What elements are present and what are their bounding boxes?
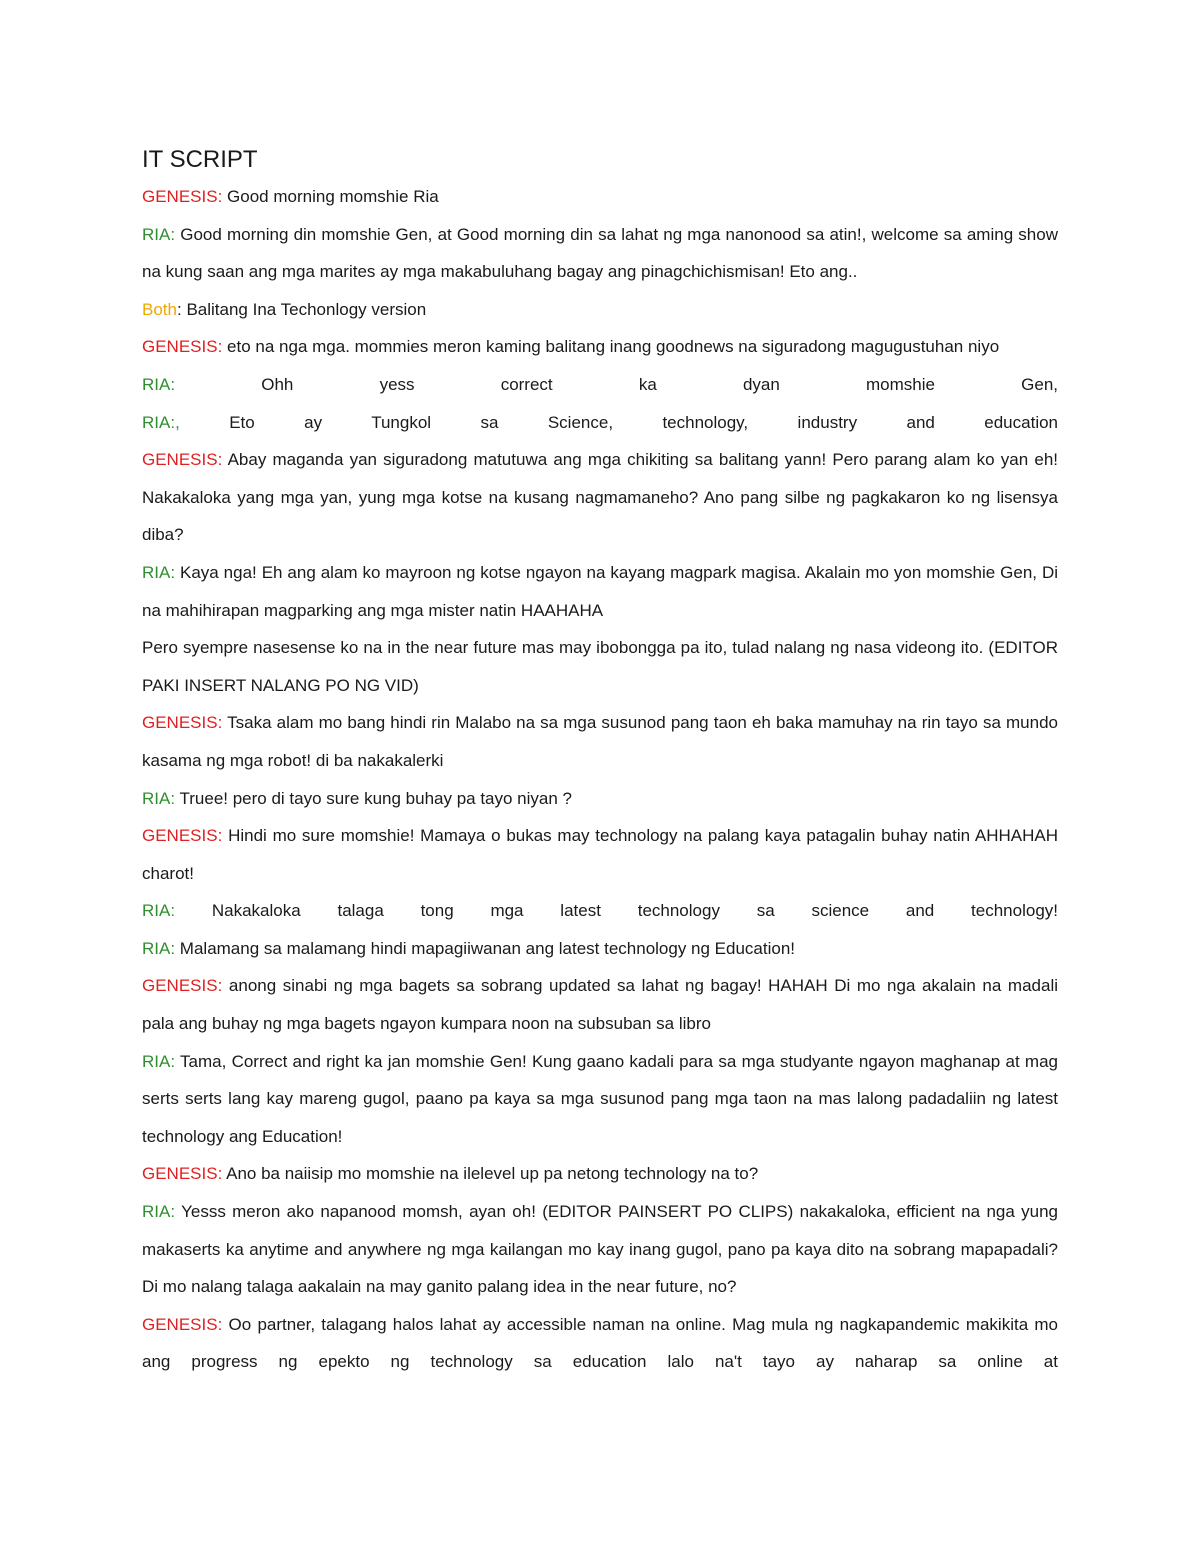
script-line [142, 178, 1058, 216]
line-text: Hindi mo sure momshie! Mamaya o bukas may technology na palang kaya patagalin buhay natin AHHAHAH charot! [142, 826, 1058, 883]
speaker-colon: : [217, 826, 223, 846]
speaker-label: GENESIS [142, 1314, 218, 1334]
line-text: Abay maganda yan siguradong matutuwa ang mga chikiting sa balitang yann! Pero parang alam ko yan eh! Nakakaloka yang mga yan, yung mga kotse na kusang nagmamaneho? Ano pang silbe ng pagkakaron ko ng lisensya diba? [142, 450, 1058, 545]
script-line [142, 930, 1058, 968]
line-text: anong sinabi ng mga bagets sa sobrang updated sa lahat ng bagay! HAHAH Di mo nga akalain na madali pala ang buhay ng mga bagets ngayon kumpara noon na subsuban sa libro [142, 976, 1058, 1034]
speaker-colon: : [176, 299, 182, 319]
speaker-label: GENESIS [142, 337, 218, 357]
line-text: Ohh yess correct ka dyan momshie Gen, [175, 374, 1058, 394]
script-line [142, 704, 1058, 779]
speaker-colon: : [217, 450, 223, 470]
script-body [142, 146, 1058, 1381]
line-text: Malamang sa malamang hindi mapagiiwanan ang latest technology ng Education! [175, 938, 796, 958]
line-text: Truee! pero di tayo sure kung buhay pa tayo niyan ? [175, 788, 573, 808]
speaker-label: GENESIS [142, 713, 218, 733]
line-text: Kaya nga! Eh ang alam ko mayroon ng kotse ngayon na kayang magpark magisa. Akalain mo yon momshie Gen, Di na mahihirapan magparking ang mga mister natin HAAHAHA [142, 562, 1058, 620]
line-text: Balitang Ina Techonlogy version [181, 299, 427, 319]
speaker-colon: : [170, 788, 176, 808]
line-text: eto na nga mga. mommies meron kaming balitang inang goodnews na siguradong magugustuhan niyo [222, 337, 1000, 357]
speaker-label: GENESIS [142, 976, 218, 996]
speaker-colon: : [217, 337, 223, 357]
line-text: Ano ba naiisip mo momshie na ilelevel up pa netong technology na to? [222, 1164, 759, 1184]
speaker-label: RIA [142, 938, 171, 958]
script-line [142, 1306, 1058, 1381]
line-text: Oo partner, talagang halos lahat ay accessible naman na online. Mag mula ng nagkapandemic makikita mo ang progress ng epekto ng technology sa education lalo na't tayo ay naharap sa online at [142, 1314, 1058, 1372]
document-title: IT SCRIPT [142, 146, 258, 173]
speaker-colon: :, [170, 412, 180, 432]
speaker-colon: : [217, 976, 223, 996]
line-text: Tama, Correct and right ka jan momshie Gen! Kung gaano kadali para sa mga studyante ngayon maghanap at mag serts serts lang kay mareng gugol, paano pa kaya sa mga susunod pang mga taon na mas lalong padadaliin ng latest technology ang Education! [142, 1051, 1058, 1146]
line-text: Tsaka alam mo bang hindi rin Malabo na sa mga susunod pang taon eh baka mamuhay na rin tayo sa mundo kasama ng mga robot! di ba nakakalerki [142, 713, 1058, 770]
line-text: Good morning momshie Ria [222, 187, 439, 206]
speaker-label: RIA [142, 1051, 171, 1071]
script-line [142, 328, 1058, 366]
line-text: Pero syempre nasesense ko na in the near future mas may ibobongga pa ito, tulad nalang ng nasa videong ito. (EDITOR PAKI INSERT NALANG PO NG VID) [142, 638, 1058, 695]
script-line [142, 817, 1058, 892]
speaker-colon: : [170, 938, 176, 958]
speaker-colon: : [170, 901, 176, 921]
speaker-colon: : [170, 374, 176, 394]
script-line [142, 441, 1058, 554]
speaker-label: RIA [142, 224, 171, 244]
speaker-label: RIA [142, 562, 171, 582]
script-line [142, 366, 1058, 404]
speaker-label: GENESIS [142, 450, 218, 470]
line-text: Eto ay Tungkol sa Science, technology, industry and education [179, 412, 1058, 432]
speaker-colon: : [217, 187, 223, 206]
speaker-colon: : [170, 224, 176, 244]
speaker-colon: : [170, 1202, 176, 1222]
script-line [142, 404, 1058, 442]
line-text: Yesss meron ako napanood momsh, ayan oh! (EDITOR PAINSERT PO CLIPS) nakakaloka, efficient na nga yung makaserts ka anytime and anywhere ng mga kailangan mo kay inang gugol, pano pa kaya dito na sobrang mapapadali? Di mo nalang talaga aakalain na may ganito palang idea in the near future, no? [142, 1202, 1058, 1297]
script-line [142, 1043, 1058, 1156]
script-line [142, 892, 1058, 930]
script-line [142, 1155, 1058, 1193]
speaker-colon: : [170, 562, 176, 582]
speaker-colon: : [217, 713, 223, 733]
script-line [142, 967, 1058, 1042]
speaker-label: GENESIS [142, 187, 218, 206]
speaker-colon: : [170, 1051, 176, 1071]
speaker-label: RIA [142, 788, 171, 808]
script-line [142, 216, 1058, 291]
speaker-colon: : [217, 1164, 223, 1184]
script-line [142, 291, 1058, 329]
speaker-label: GENESIS [142, 826, 218, 846]
speaker-label: GENESIS [142, 1164, 218, 1184]
script-line [142, 554, 1058, 629]
speaker-label: RIA [142, 412, 171, 432]
line-text: Good morning din momshie Gen, at Good morning din sa lahat ng mga nanonood sa atin!, welcome sa aming show na kung saan ang mga marites ay mga makabuluhang bagay ang pinagchichismisan! Eto ang.. [142, 224, 1058, 282]
speaker-label: RIA [142, 901, 171, 921]
script-line [142, 780, 1058, 818]
script-line [142, 1193, 1058, 1306]
speaker-label: Both [142, 299, 177, 319]
speaker-colon: : [217, 1314, 223, 1334]
speaker-label: RIA [142, 374, 171, 394]
script-line [142, 629, 1058, 704]
line-text: Nakakaloka talaga tong mga latest technology sa science and technology! [175, 901, 1058, 921]
speaker-label: RIA [142, 1202, 171, 1222]
